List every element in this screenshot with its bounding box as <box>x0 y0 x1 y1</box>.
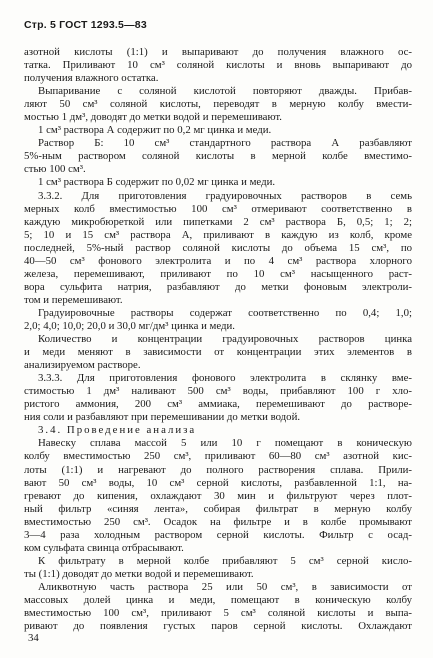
text-line: 3.4. Проведение анализа <box>38 424 197 437</box>
document-body <box>24 46 412 633</box>
text-line: лоты (1:1) и нагревают до полного растворения сплава. Прили- <box>24 463 412 476</box>
text-line: 3.3.2. Для приготовления градуировочных растворов в семь <box>38 189 412 202</box>
text-line: стью 100 см³. <box>24 163 86 176</box>
page-header: Стр. 5 ГОСТ 1293.5—83 <box>24 19 147 31</box>
text-line: 40—50 см³ фонового электролита и по 4 см³ раствора хлорного <box>24 254 412 267</box>
text-line: азотной кислоты (1:1) и выпаривают до получения влажного ос- <box>24 46 412 58</box>
text-line: стимостью 1 дм³ наливают 500 см³ воды, прибавляют 100 г хло- <box>24 385 412 398</box>
text-line: 1 см³ раствора Б содержит по 0,02 мг цинка и меди. <box>38 176 276 189</box>
text-line: и меди меняют в зависимости от концентрации этих элементов в <box>24 346 412 359</box>
text-line: 1 см³ раствора А содержит по 0,2 мг цинка и меди. <box>38 124 272 137</box>
text-line: каждую микробюреткой или пипетками 2 см³ раствора Б, 0,5; 1; 2; <box>24 215 412 228</box>
text-line: К фильтрату в мерной колбе прибавляют 5 см³ серной кисло- <box>38 554 412 567</box>
text-line: ный фильтр «синяя лента», собирая фильтрат в мерную колбу <box>24 502 412 515</box>
text-line: Раствор Б: 10 см³ стандартного раствора А разбавляют <box>38 137 412 150</box>
text-line: Градуировочные растворы содержат соответственно по 0,4; 1,0; <box>38 306 412 319</box>
text-line: получения влажного остатка. <box>24 72 159 85</box>
text-line: татка. Приливают 10 см³ соляной кислоты и вновь выпаривают до <box>24 59 412 72</box>
text-line: ком сульфата свинца отбрасывают. <box>24 541 184 554</box>
text-line: вместимостью 250 см³. Осадок на фильтре и в колбе промывают <box>24 515 412 528</box>
text-line: 5; 10 и 15 см³ раствора А, приливают в каждую из колб, кроме <box>24 228 412 241</box>
text-line: мостью 1 дм³, доводят до метки водой и перемешивают. <box>24 111 283 124</box>
text-line: Аликвотную часть раствора 25 или 50 см³, в зависимости от <box>38 580 412 593</box>
text-line: массовых долей цинка и меди, помещают в коническую колбу <box>24 593 412 606</box>
text-line: ты (1:1) доводят до метки водой и перемешивают. <box>24 567 254 580</box>
text-line: том и перемешивают. <box>24 293 123 306</box>
text-line: Количество и концентрации градуировочных растворов цинка <box>38 333 412 346</box>
text-line: ляют 50 см³ соляной кислоты, переводят в мерную колбу вмести- <box>24 98 412 111</box>
text-line: 5%-ным раствором соляной кислоты в мерной колбе вместимо- <box>24 150 412 163</box>
text-line: ривают до появления густых паров серной кислоты. Охлаждают <box>24 620 412 633</box>
text-line: ния соли и разбавляют при перемешивании до метки водой. <box>24 411 301 424</box>
text-line: вают 50 см³ воды, 10 см³ серной кислоты, разбавленной 1:1, на- <box>24 476 412 489</box>
page-number: 34 <box>28 632 39 644</box>
text-line: последней, 5%-ный раствор соляной кислоты до объема 15 см³, по <box>24 241 412 254</box>
text-line: Выпаривание с соляной кислотой повторяют дважды. Прибав- <box>38 85 412 98</box>
text-line: анализируемом растворе. <box>24 359 141 372</box>
text-line: вора сульфита натрия, разбавляют до метки фоновым электроли- <box>24 280 412 293</box>
text-line: мерных колб вместимостью 100 см³ отмеривают соответственно в <box>24 202 412 215</box>
text-line: 2,0; 4,0; 10,0; 20,0 и 30,0 мг/дм³ цинка и меди. <box>24 319 236 332</box>
text-line: ристого аммония, 200 см³ аммиака, перемешивают до растворе- <box>24 398 412 411</box>
text-line: гревают до кипения, охлаждают 30 мин и фильтруют через плот- <box>24 489 412 502</box>
text-line: вместимостью 100 см³, приливают 5 см³ соляной кислоты и выпа- <box>24 607 412 620</box>
text-line: Навеску сплава массой 5 или 10 г помещают в коническую <box>38 437 412 450</box>
text-line: железа, перемешивают, приливают по 10 см³ насыщенного раст- <box>24 267 412 280</box>
text-line: 3—4 раза холодным раствором серной кислоты. Фильтр с осад- <box>24 528 412 541</box>
text-line: 3.3.3. Для приготовления фонового электролита в склянку вме- <box>38 372 412 385</box>
text-line: колбу вместимостью 250 см³, приливают 60—80 см³ азотной кис- <box>24 450 412 463</box>
